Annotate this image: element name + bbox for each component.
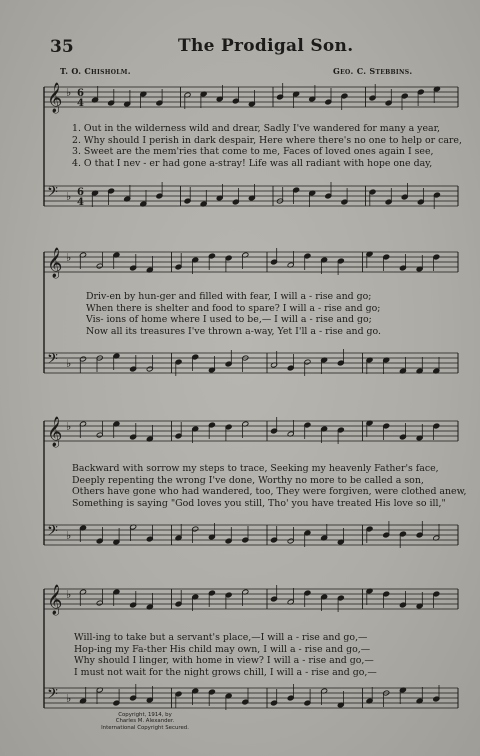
- author-credit: T. O. Chisholm.: [60, 66, 131, 76]
- treble-clef-icon: 𝄞: [47, 417, 63, 447]
- copyright-line: International Copyright Secured.: [101, 724, 189, 731]
- bass-clef-icon: 𝄢: [47, 686, 58, 706]
- lyric-line: Others have gone who had wandered, too, They were forgiven, were clothed anew,: [72, 486, 467, 498]
- treble-staff: [44, 584, 458, 616]
- lyric-line: When there is shelter and food to spare? I will a - rise and go;: [86, 302, 381, 314]
- lyric-line: Will-ing to take but a servant's place,—I will a - rise and go,—: [74, 632, 368, 643]
- key-signature-flat-icon: ♭: [66, 420, 72, 433]
- key-signature-flat-icon: ♭: [66, 692, 72, 705]
- treble-clef-icon: 𝄞: [47, 585, 63, 615]
- verse-lyrics-block: [72, 123, 480, 169]
- key-signature-flat-icon: ♭: [66, 251, 72, 264]
- lyric-line: 2. Why should I perish in dark despair, Here where there's no one to help or care,: [72, 134, 462, 146]
- bass-staff: [44, 521, 458, 548]
- lyric-line: Something is saying "God loves you still, Tho' you have treated His love so ill,": [72, 497, 446, 509]
- lyric-line: 1. Out in the wilderness wild and drear, Sadly I've wandered for many a year,: [72, 123, 441, 134]
- lyric-line: 3. Sweet are the mem'ries that come to me, Faces of loved ones again I see,: [72, 146, 434, 158]
- bass-clef-icon: 𝄢: [47, 184, 58, 204]
- key-signature-flat-icon: ♭: [66, 190, 72, 203]
- lyric-line: Deeply repenting the wrong I've done, Worthy no more to be called a son,: [72, 474, 424, 486]
- time-signature-denominator: 4: [77, 98, 84, 109]
- treble-staff: [44, 247, 458, 279]
- lyric-line: Driv-en by hun-ger and filled with fear, I will a - rise and go;: [86, 291, 372, 302]
- bass-clef-icon: 𝄢: [47, 351, 58, 371]
- treble-clef-icon: 𝄞: [47, 83, 63, 113]
- copyright-line: Copyright, 1914, by: [118, 712, 172, 718]
- lyric-line: Now all its treasures I've thrown a-way, Yet I'll a - rise and go.: [86, 325, 382, 337]
- bass-staff: [44, 182, 458, 209]
- bass-clef-icon: 𝄢: [47, 523, 58, 543]
- time-signature-numerator: 6: [77, 187, 84, 198]
- lyric-line: Why should I linger, with home in view? I will a - rise and go,—: [74, 655, 374, 667]
- verse-lyrics-block: [86, 291, 480, 337]
- key-signature-flat-icon: ♭: [66, 357, 72, 370]
- composer-credit: Geo. C. Stebbins.: [333, 66, 413, 76]
- bass-staff: [44, 684, 458, 710]
- time-signature-numerator: 6: [77, 88, 84, 99]
- hymn-number: 35: [50, 37, 74, 57]
- lyric-line: Vis- ions of home where I used to be,— I will a - rise and go;: [86, 314, 372, 326]
- treble-staff: [44, 416, 458, 448]
- key-signature-flat-icon: ♭: [66, 588, 72, 601]
- treble-clef-icon: 𝄞: [47, 248, 63, 278]
- lyric-line: Hop-ing my Fa-ther His child may own, I will a - rise and go,—: [74, 643, 371, 655]
- treble-staff: [44, 82, 458, 114]
- time-signature-denominator: 4: [77, 197, 84, 208]
- key-signature-flat-icon: ♭: [66, 86, 72, 99]
- bass-staff: [44, 349, 458, 376]
- lyric-line: 4. O that I nev - er had gone a-stray! Life was all radiant with hope one day,: [72, 157, 433, 169]
- verse-lyrics-block: [74, 632, 480, 678]
- lyric-line: I must not wait for the night grows chill, I will a - rise and go,—: [74, 666, 377, 678]
- lyric-line: Backward with sorrow my steps to trace, Seeking my heavenly Father's face,: [72, 463, 439, 474]
- hymn-title: The Prodigal Son.: [178, 36, 354, 56]
- key-signature-flat-icon: ♭: [66, 529, 72, 542]
- verse-lyrics-block: [72, 463, 480, 509]
- copyright-line: Charles M. Alexander.: [115, 718, 175, 725]
- copyright-notice: [80, 712, 210, 731]
